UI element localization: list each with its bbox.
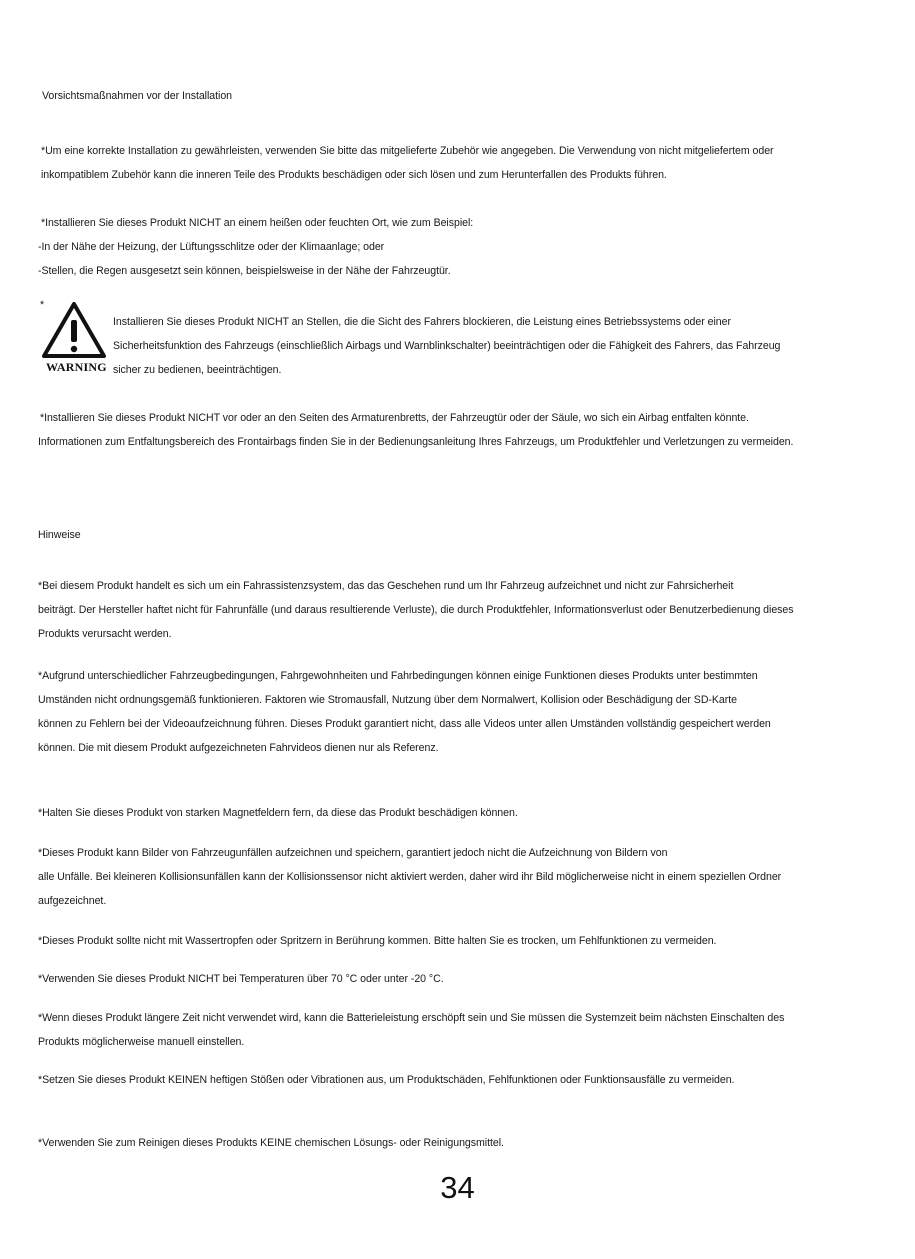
paragraph-line: Installieren Sie dieses Produkt NICHT an Stellen, die die Sicht des Fahrers blockieren, die Leistung eines Betriebssystems oder einer [113, 316, 731, 328]
section-heading-notes: Hinweise [38, 529, 81, 541]
paragraph-line: *Setzen Sie dieses Produkt KEINEN heftigen Stößen oder Vibrationen aus, um Produktschäden, Fehlfunktionen oder Funktionsausfälle zu vermeiden. [38, 1074, 735, 1086]
paragraph-line: *Halten Sie dieses Produkt von starken Magnetfeldern fern, da diese das Produkt beschädigen können. [38, 807, 518, 819]
paragraph-line: Produkts möglicherweise manuell einstellen. [38, 1036, 245, 1048]
paragraph-line: *Verwenden Sie zum Reinigen dieses Produkts KEINE chemischen Lösungs- oder Reinigungsmittel. [38, 1137, 504, 1149]
paragraph-line: aufgezeichnet. [38, 895, 107, 907]
paragraph-line: *Dieses Produkt kann Bilder von Fahrzeugunfällen aufzeichnen und speichern, garantiert jedoch nicht die Aufzeichnung von Bildern von [38, 847, 668, 859]
paragraph-line: *Um eine korrekte Installation zu gewährleisten, verwenden Sie bitte das mitgelieferte Zubehör wie angegeben. Die Verwendung von nicht mitgeliefertem oder [41, 145, 774, 157]
paragraph-line: *Wenn dieses Produkt längere Zeit nicht verwendet wird, kann die Batterieleistung erschöpft sein und Sie müssen die Systemzeit beim nächsten Einschalten des [38, 1012, 785, 1024]
paragraph-line: *Dieses Produkt sollte nicht mit Wassertropfen oder Spritzern in Berührung kommen. Bitte halten Sie es trocken, um Fehlfunktionen zu vermeiden. [38, 935, 717, 947]
asterisk-marker: * [40, 299, 45, 311]
paragraph-line: -In der Nähe der Heizung, der Lüftungsschlitze oder der Klimaanlage; oder [38, 241, 385, 253]
paragraph-line: *Installieren Sie dieses Produkt NICHT vor oder an den Seiten des Armaturenbretts, der Fahrzeugtür oder der Säule, wo sich ein Airbag entfalten könnte. [40, 412, 749, 424]
paragraph-line: *Verwenden Sie dieses Produkt NICHT bei Temperaturen über 70 °C oder unter -20 °C. [38, 973, 444, 985]
paragraph-line: Sicherheitsfunktion des Fahrzeugs (einschließlich Airbags und Warnblinkschalter) beeinträchtigen oder die Fähigkeit des Fahrers, das Fahrzeug [113, 340, 781, 352]
paragraph-line: können zu Fehlern bei der Videoaufzeichnung führen. Dieses Produkt garantiert nicht, dass alle Videos unter allen Umständen vollständig gespeichert werden [38, 718, 771, 730]
paragraph-line: -Stellen, die Regen ausgesetzt sein können, beispielsweise in der Nähe der Fahrzeugtür. [38, 265, 451, 277]
paragraph-line: sicher zu bedienen, beeinträchtigen. [113, 364, 282, 376]
paragraph-line: können. Die mit diesem Produkt aufgezeichneten Fahrvideos dienen nur als Referenz. [38, 742, 439, 754]
paragraph-line: alle Unfälle. Bei kleineren Kollisionsunfällen kann der Kollisionssensor nicht aktiviert werden, daher wird ihr Bild möglicherweise nicht in einem speziellen Ordner [38, 871, 782, 883]
warning-label: WARNING [46, 360, 107, 374]
paragraph-line: inkompatiblem Zubehör kann die inneren Teile des Produkts beschädigen oder sich lösen und zum Herunterfallen des Produkts führen. [41, 169, 667, 181]
paragraph-line: Informationen zum Entfaltungsbereich des Frontairbags finden Sie in der Bedienungsanleitung Ihres Fahrzeugs, um Produktfehler und Verletzungen zu vermeiden. [38, 436, 794, 448]
paragraph-line: Produkts verursacht werden. [38, 628, 172, 640]
page-number: 34 [440, 1170, 475, 1205]
paragraph-line: beiträgt. Der Hersteller haftet nicht für Fahrunfälle (und daraus resultierende Verluste), die durch Produktfehler, Informationsverlust oder Benutzerbedienung dieses [38, 604, 794, 616]
paragraph-line: *Installieren Sie dieses Produkt NICHT an einem heißen oder feuchten Ort, wie zum Beispiel: [41, 217, 474, 229]
paragraph-line: Umständen nicht ordnungsgemäß funktionieren. Faktoren wie Stromausfall, Nutzung über dem Normalwert, Kollision oder Beschädigung der SD-Karte [38, 694, 737, 706]
section-heading-installation: Vorsichtsmaßnahmen vor der Installation [42, 90, 233, 102]
paragraph-line: *Aufgrund unterschiedlicher Fahrzeugbedingungen, Fahrgewohnheiten und Fahrbedingungen können einige Funktionen dieses Produkts unter bestimmten [38, 670, 758, 682]
paragraph-line: *Bei diesem Produkt handelt es sich um ein Fahrassistenzsystem, das das Geschehen rund um Ihr Fahrzeug aufzeichnet und nicht zur Fahrsicherheit [38, 580, 734, 592]
